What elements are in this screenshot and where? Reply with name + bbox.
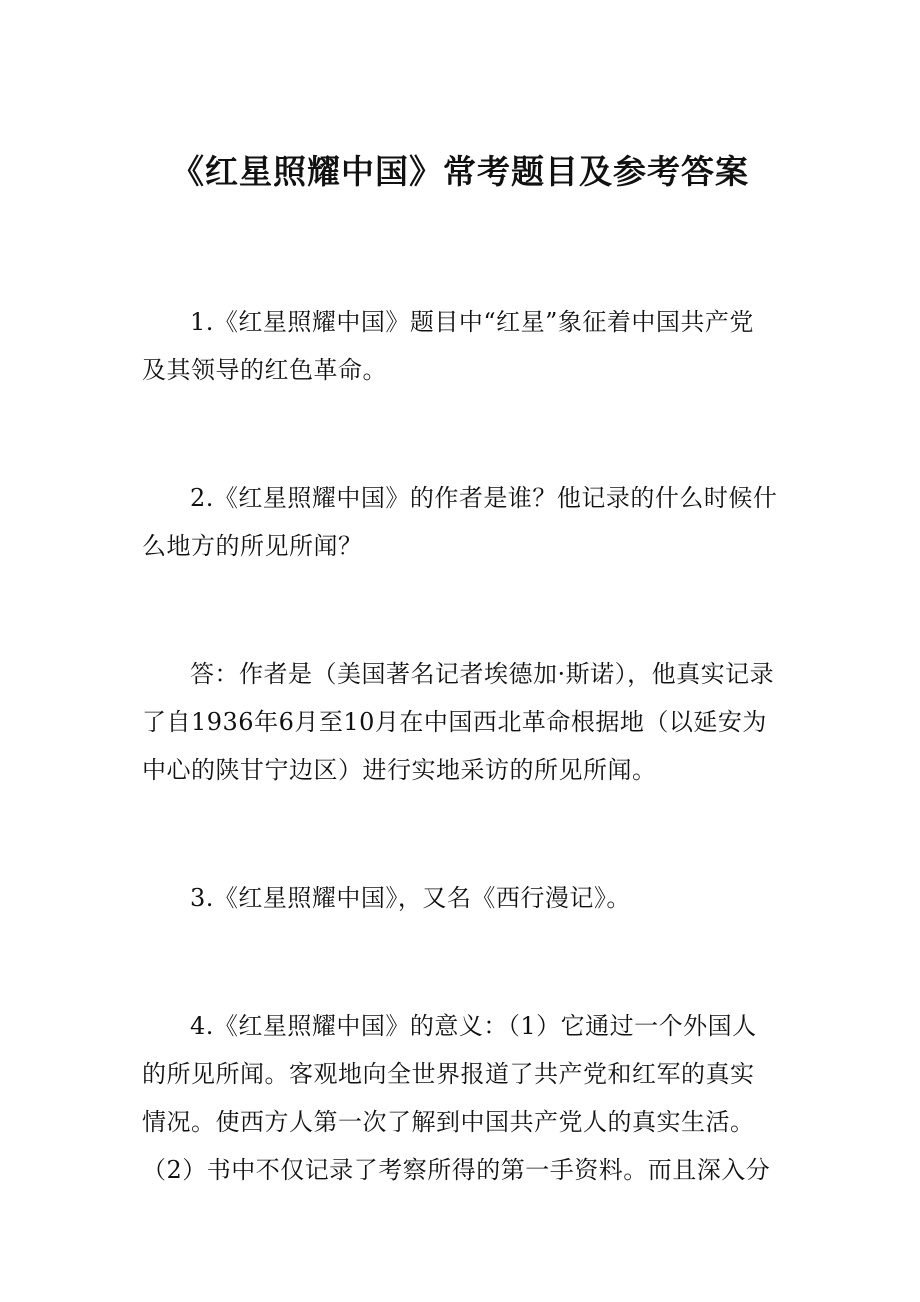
paragraph-question-4: 4.《红星照耀中国》的意义：（1）它通过一个外国人的所见所闻。客观地向全世界报道了共产党和红军的真实情况。使西方人第一次了解到中国共产党人的真实生活。（2）书中不仅记录了考察所得的第一手资料。而且深入分: [142, 1012, 771, 1184]
paragraph-question-1: 1.《红星照耀中国》题目中“红星”象征着中国共产党及其领导的红色革命。: [142, 308, 754, 384]
paragraph-question-2: 2.《红星照耀中国》的作者是谁？他记录的什么时候什么地方的所见所闻？: [142, 484, 778, 560]
document-title: 《红星照耀中国》常考题目及参考答案: [171, 152, 749, 191]
paragraph-question-3: 3.《红星照耀中国》，又名《西行漫记》。: [190, 884, 631, 912]
paragraph-answer-2: 答：作者是（美国著名记者埃德加·斯诺），他真实记录了自1936年6月至10月在中国西北革命根据地（以延安为中心的陕甘宁边区）进行实地采访的所见所闻。: [142, 660, 775, 784]
